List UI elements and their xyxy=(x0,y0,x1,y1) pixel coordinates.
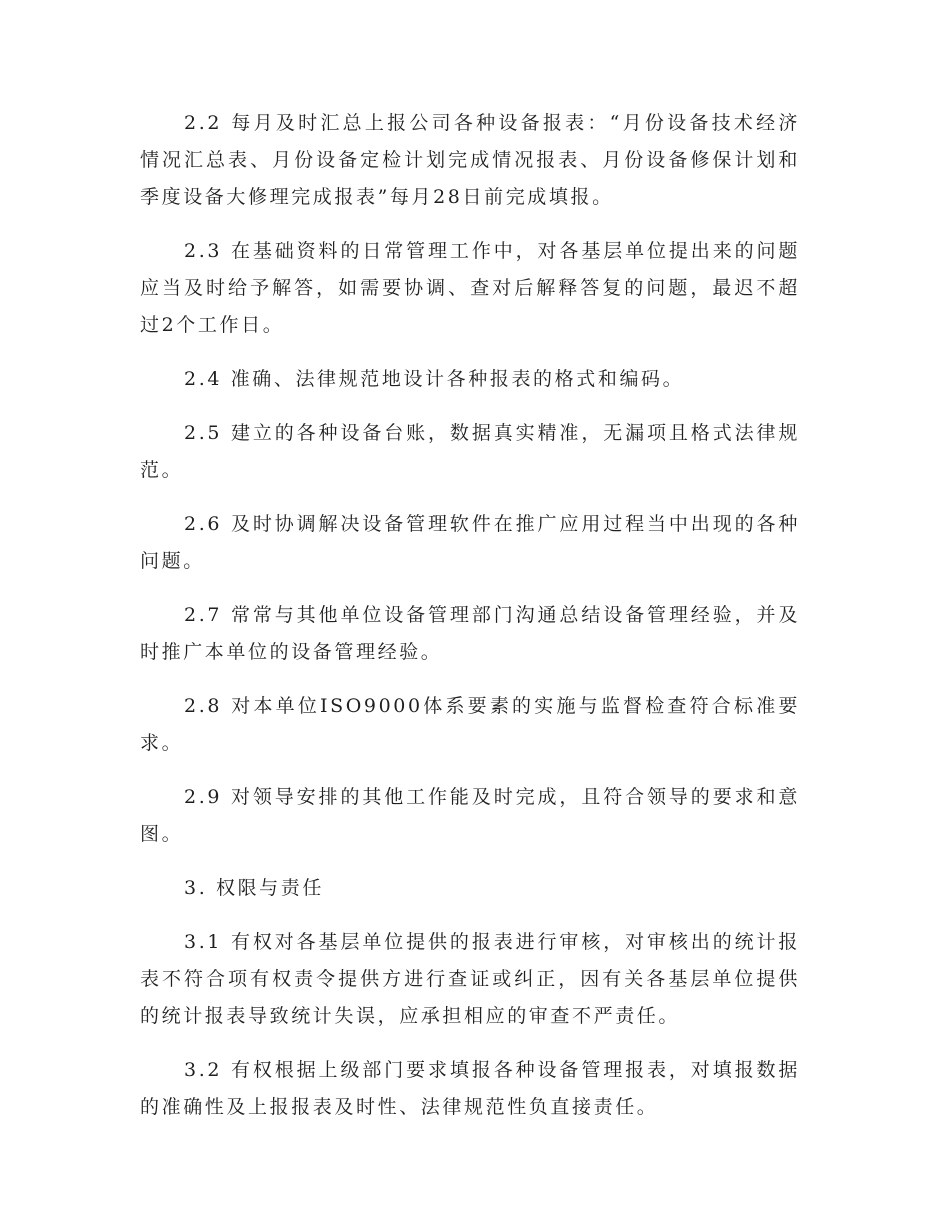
document-body xyxy=(140,105,800,1143)
paragraph-2-6: 2.6 及时协调解决设备管理软件在推广应用过程当中出现的各种问题。 xyxy=(140,513,800,572)
paragraph-2-7: 2.7 常常与其他单位设备管理部门沟通总结设备管理经验，并及时推广本单位的设备管理经验。 xyxy=(140,604,800,663)
paragraph-2-2: 2.2 每月及时汇总上报公司各种设备报表：“月份设备技术经济情况汇总表、月份设备定检计划完成情况报表、月份设备修保计划和季度设备大修理完成报表”每月28日前完成填报。 xyxy=(140,112,800,208)
paragraph-3-1: 3.1 有权对各基层单位提供的报表进行审核，对审核出的统计报表不符合项有权责令提供方进行查证或纠正，因有关各基层单位提供的统计报表导致统计失误，应承担相应的审查不严责任。 xyxy=(140,931,800,1027)
paragraph-3-2: 3.2 有权根据上级部门要求填报各种设备管理报表，对填报数据的准确性及上报报表及时性、法律规范性负直接责任。 xyxy=(140,1059,800,1118)
paragraph-2-4: 2.4 准确、法律规范地设计各种报表的格式和编码。 xyxy=(184,368,685,390)
section-heading-3: 3. 权限与责任 xyxy=(184,877,324,899)
paragraph-2-3: 2.3 在基础资料的日常管理工作中，对各基层单位提出来的问题应当及时给予解答，如需要协调、查对后解释答复的问题，最迟不超过2个工作日。 xyxy=(140,240,800,336)
paragraph-2-8: 2.8 对本单位ISO9000体系要素的实施与监督检查符合标准要求。 xyxy=(140,695,800,754)
paragraph-2-5: 2.5 建立的各种设备台账，数据真实精准，无漏项且格式法律规范。 xyxy=(140,422,800,481)
paragraph-2-9: 2.9 对领导安排的其他工作能及时完成，且符合领导的要求和意图。 xyxy=(140,786,800,845)
